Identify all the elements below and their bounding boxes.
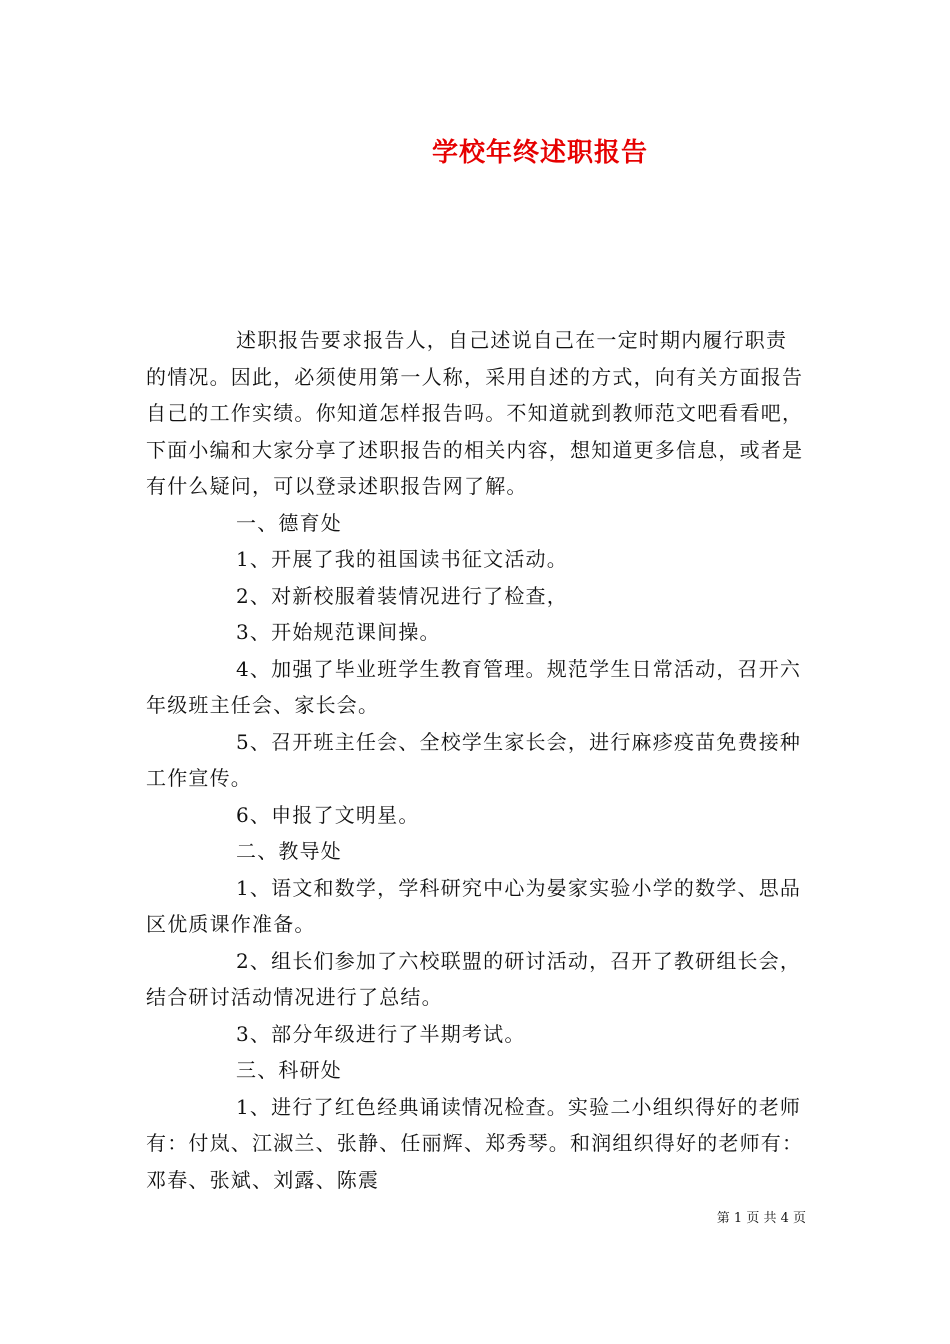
- page-number-footer: 第 1 页 共 4 页: [716, 1211, 806, 1226]
- list-item: 1、进行了红色经典诵读情况检查。实验二小组织得好的老师有：付岚、江淑兰、张静、任丽辉、郑秀琴。和润组织得好的老师有：邓春、张斌、刘露、陈震: [146, 1094, 804, 1192]
- document-title: 学校年终述职报告: [431, 138, 648, 168]
- list-item: 2、对新校服着装情况进行了检查，: [236, 583, 568, 608]
- document-body: [146, 322, 806, 1198]
- list-item: 1、开展了我的祖国读书征文活动。: [236, 547, 568, 571]
- intro-paragraph: 述职报告要求报告人，自己述说自己在一定时期内履行职责的情况。因此，必须使用第一人称，采用自述的方式，向有关方面报告自己的工作实绩。你知道怎样报告吗。不知道就到教师范文吧看看吧，下面小编和大家分享了述职报告的相关内容，想知道更多信息，或者是有什么疑问，可以登录述职报告网了解。: [146, 328, 804, 498]
- list-item: 4、加强了毕业班学生教育管理。规范学生日常活动，召开六年级班主任会、家长会。: [146, 656, 802, 717]
- section-heading-academic-affairs: 二、教导处: [236, 839, 342, 863]
- list-item: 5、召开班主任会、全校学生家长会，进行麻疹疫苗免费接种工作宣传。: [146, 729, 802, 790]
- section-heading-research: 三、科研处: [236, 1058, 342, 1082]
- list-item: 1、语文和数学，学科研究中心为晏家实验小学的数学、思品区优质课作准备。: [146, 875, 802, 936]
- section-heading-moral-education: 一、德育处: [236, 510, 342, 535]
- list-item: 3、部分年级进行了半期考试。: [236, 1021, 526, 1046]
- list-item: 6、申报了文明星。: [236, 802, 420, 827]
- list-item: 3、开始规范课间操。: [236, 620, 441, 644]
- list-item: 2、组长们参加了六校联盟的研讨活动，召开了教研组长会，结合研讨活动情况进行了总结。: [146, 948, 802, 1009]
